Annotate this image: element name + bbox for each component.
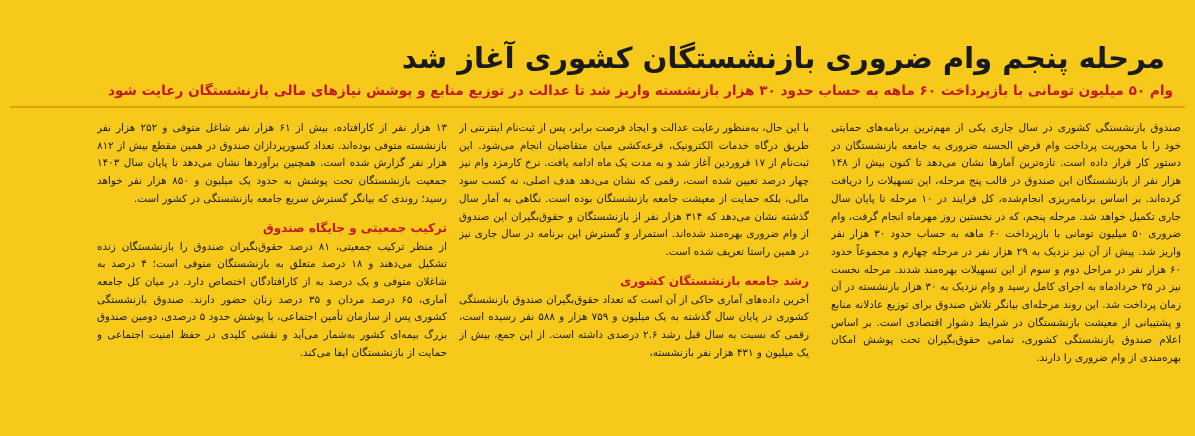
article-column-2	[459, 120, 809, 432]
headline: مرحله پنجم وام ضروری بازنشستگان کشوری آغاز شد	[401, 41, 1165, 76]
paragraph: آخرین داده‌های آماری حاکی از آن است که تعداد حقوق‌بگیران صندوق بازنشستگی کشوری در پایان سال گذشته به یک میلیون و ۷۵۹ هزار و ۵۸۸ نفر رسیده است، رقمی که نسبت به سال قبل رشد ۲.۶ درصدی داشته است. از این جمع، بیش از یک میلیون و ۴۳۱ هزار نفر بازنشسته،	[459, 293, 809, 359]
paragraph: با این حال، به‌منظور رعایت عدالت و ایجاد فرصت برابر، پس از ثبت‌نام اینترنتی از طریق درگاه خدمات الکترونیک، قرعه‌کشی میان متقاضیان انجام می‌شود. این ثبت‌نام از ۱۷ فروردین آغاز شد و به مدت یک ماه ادامه یافت. نرخ کارمزد وام نیز چهار درصد تعیین شده است، رقمی که نشان می‌دهد هدف اصلی، نه کسب سود مالی، بلکه حمایت از معیشت جامعه بازنشستگان بوده است. نگاهی به آمار سال گذشته نشان می‌دهد که ۳۱۴ هزار نفر از بازنشستگان و حقوق‌بگیران این صندوق از وام ضروری بهره‌مند شده‌اند. استمرار و گسترش این برنامه در سال جاری نیز در همین راستا تعریف شده است.	[459, 122, 809, 258]
paragraph: صندوق بازنشستگی کشوری در سال جاری یکی از مهم‌ترین برنامه‌های حمایتی خود را با محوریت پرداخت وام قرض الحسنه ضروری به جامعه بازنشستگان در دستور کار قرار داده است. تازه‌ترین آمارها نشان می‌دهد تا کنون بیش از ۱۴۸ هزار نفر از بازنشستگان این صندوق در قالب پنج مرحله، این تسهیلات را دریافت کرده‌اند. بر اساس برنامه‌ریزی انجام‌شده، کل فرایند در ۱۰ مرحله تا پایان سال جاری تکمیل خواهد شد. مرحله پنجم، که در نخستین روز مهرماه انجام گرفت، وام ضروری ۵۰ میلیون تومانی با بازپرداخت ۶۰ ماهه به حساب حدود ۳۰ هزار نفر واریز شد. پیش از آن نیز نزدیک به ۲۹ هزار نفر در مرحله چهارم و مجموعاً حدود ۶۰ هزار نفر در مراحل دوم و سوم از این تسهیلات بهره‌مند شدند. مرحله نخست نیز در ۲۵ خردادماه به اجرای کامل رسید و وام نزدیک به ۳۰ هزار بازنشسته در آن زمان پرداخت شد. این روند مرحله‌ای بیانگر تلاش صندوق برای توزیع عادلانه منابع و پشتیبانی از معیشت بازنشستگان در شرایط دشوار اقتصادی است. بر اساس اعلام صندوق بازنشستگی کشوری، تمامی حقوق‌بگیران تحت پوشش امکان بهره‌مندی از وام ضروری را دارند.	[831, 122, 1181, 365]
section-subheading: رشد جامعه بازنشستگان کشوری	[620, 273, 809, 288]
divider	[10, 106, 1185, 108]
subheadline: وام ۵۰ میلیون تومانی با بازپرداخت ۶۰ ماهه به حساب حدود ۳۰ هزار بازنشسته واریز شد تا عدالت در توزیع منابع و پوشش نیازهای مالی بازنشستگان رعایت شود	[108, 83, 1173, 99]
article-column-1	[831, 120, 1181, 432]
section-subheading: ترکیب جمعیتی و جایگاه صندوق	[263, 220, 447, 235]
paragraph: ۱۳ هزار نفر از کارافتاده، بیش از ۶۱ هزار نفر شاغل متوفی و ۲۵۲ هزار نفر بازنشسته متوفی بوده‌اند. تعداد کسورپردازان صندوق در همین مقطع بیش از ۸۱۲ هزار نفر گزارش شده است. همچنین برآوردها نشان می‌دهد تا پایان سال ۱۴۰۳ جمعیت بازنشستگان تحت پوشش به حدود یک میلیون و ۸۵۰ هزار نفر خواهد رسید؛ روندی که بیانگر گسترش سریع جامعه بازنشستگی در کشور است.	[97, 122, 447, 205]
article-column-3	[97, 120, 447, 432]
paragraph: از منظر ترکیب جمعیتی، ۸۱ درصد حقوق‌بگیران صندوق را بازنشستگان زنده تشکیل می‌دهند و ۱۸ درصد متعلق به بازنشستگان متوفی است؛ ۴ درصد به شاغلان متوفی و یک درصد به از کارافتادگان اختصاص دارد. در میان کل جامعه آماری، ۶۵ درصد مردان و ۳۵ درصد زنان حضور دارند. صندوق بازنشستگی کشوری پس از سازمان تأمین اجتماعی، با پوشش حدود ۵ درصدی، دومین صندوق بزرگ بیمه‌ای کشور به‌شمار می‌آید و نقشی کلیدی در حفظ امنیت اجتماعی و حمایت از بازنشستگان ایفا می‌کند.	[97, 240, 447, 359]
